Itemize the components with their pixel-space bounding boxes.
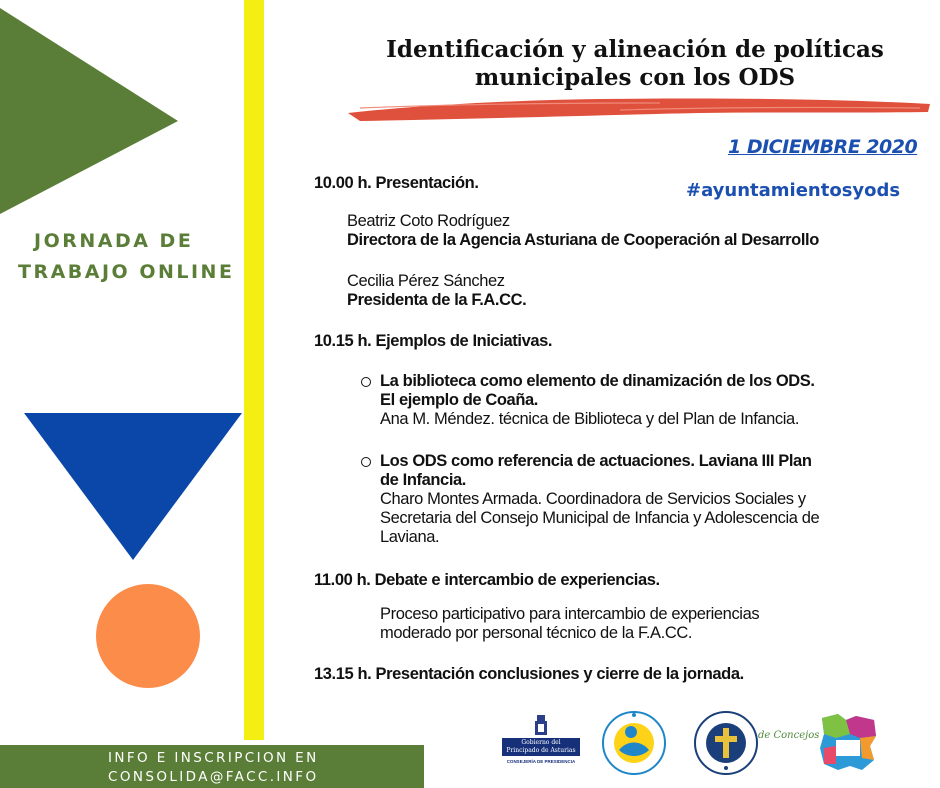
footer-email-link[interactable]: CONSOLIDA@FACC.INFO [108,769,319,785]
agenda-heading-initiatives: 10.15 h. Ejemplos de Iniciativas. [314,332,553,350]
sidebar-title-line1: JORNADA DE [34,230,194,252]
debate-description: moderado por personal técnico de la F.A.CC. [380,624,693,642]
logo-ods-asturias [816,710,880,774]
logo-gobierno-line3: CONSEJERÍA DE PRESIDENCIA [506,759,576,764]
initiative-title: de Infancia. [380,471,466,489]
initiative-speaker: Charo Montes Armada. Coordinadora de Servicios Sociales y [380,490,806,508]
blue-triangle [24,413,242,560]
facc-seal-icon [693,710,759,776]
agencia-emblem-icon [601,710,667,776]
initiative-title: Los ODS como referencia de actuaciones. Laviana III Plan [380,452,812,470]
logo-facc-text: de Concejos [758,730,820,741]
footer-line1: INFO E INSCRIPCION EN [108,750,319,766]
initiative-speaker: Secretaria del Consejo Municipal de Infancia y Adolescencia de [380,509,820,527]
bullet-icon [361,457,371,467]
logo-gobierno-line1: Gobierno del [521,739,561,746]
initiative-speaker: Ana M. Méndez. técnica de Biblioteca y del Plan de Infancia. [380,410,800,428]
green-triangle [0,8,178,214]
logo-gobierno-asturias [500,712,582,770]
page-title-line2: municipales con los ODS [474,64,796,91]
hashtag[interactable]: #ayuntamientosyods [686,180,901,201]
speaker-role: Presidenta de la F.A.CC. [347,291,527,309]
logo-agencia-asturiana [601,710,667,776]
page-title [340,36,930,92]
speaker-name: Cecilia Pérez Sánchez [347,272,505,290]
initiative-title: La biblioteca como elemento de dinamización de los ODS. [380,372,815,390]
debate-description: Proceso participativo para intercambio de experiencias [380,605,760,623]
agenda-heading-debate: 11.00 h. Debate e intercambio de experiencias. [314,571,660,589]
initiative-speaker: Laviana. [380,528,440,546]
speaker-role: Directora de la Agencia Asturiana de Cooperación al Desarrollo [347,231,819,249]
orange-circle [96,584,200,688]
asturias-map-icon [816,710,880,774]
agenda-heading-closing: 13.15 h. Presentación conclusiones y cierre de la jornada. [314,665,744,683]
page-title-line1: Identificación y alineación de políticas [386,36,884,63]
yellow-vertical-bar [244,0,264,740]
logo-gobierno-line2: Principado de Asturias [506,747,576,754]
footer-info-banner [0,745,424,788]
agenda-heading-presentation: 10.00 h. Presentación. [314,174,479,192]
initiative-title: El ejemplo de Coaña. [380,391,538,409]
sidebar-title-line2: TRABAJO ONLINE [18,261,235,283]
speaker-name: Beatriz Coto Rodríguez [347,212,510,230]
bullet-icon [361,377,371,387]
event-date: 1 DICIEMBRE 2020 [728,136,918,158]
logo-facc [693,710,820,776]
